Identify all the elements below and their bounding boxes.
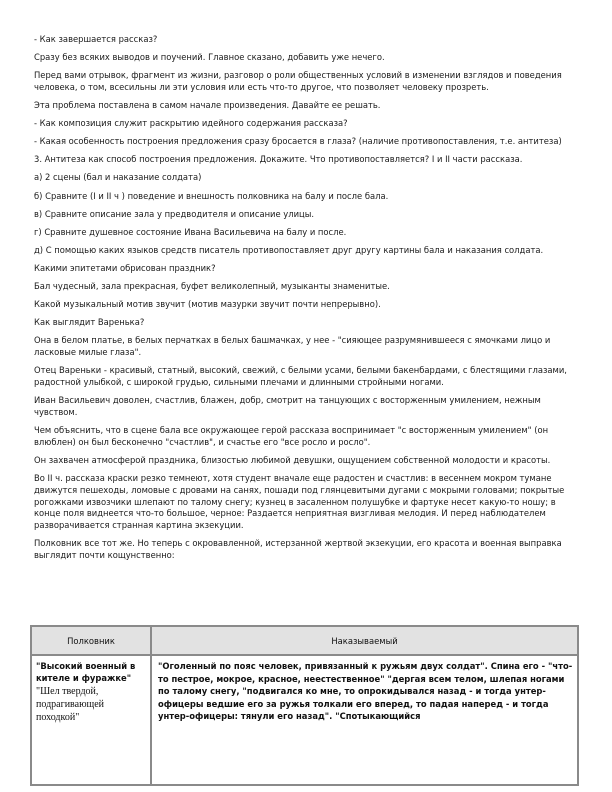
paragraph: - Как завершается рассказ?: [34, 34, 158, 44]
document-body: [34, 34, 580, 568]
paragraph: - Как композиция служит раскрытию идейного содержания рассказа?: [34, 118, 348, 129]
colonel-quote-appearance: "Высокий военный в кителе и фуражке": [36, 661, 136, 683]
paragraph: Полковник все тот же. Но теперь с окровавленной, истерзанной жертвой экзекуции, его красота и военная выправка выглядит почти кощунственно:: [34, 538, 562, 561]
paragraph: Он захвачен атмосферой праздника, близостью любимой девушки, ощущением собственной молодости и красоты.: [34, 454, 551, 465]
column-header-punished: Наказываемый: [151, 626, 578, 655]
column-header-colonel: Полковник: [31, 626, 151, 655]
paragraph: д) С помощью каких языков средств писатель противопоставляет друг другу картины бала и наказания солдата.: [34, 244, 544, 255]
paragraph: Она в белом платье, в белых перчатках в белых башмачках, у нее - "сияющее разрумянившееся с ямочками лицо и ласковые милые глаза".: [34, 335, 551, 358]
paragraph: Какой музыкальный мотив звучит (мотив мазурки звучит почти непрерывно).: [34, 299, 381, 310]
paragraph: Бал чудесный, зала прекрасная, буфет великолепный, музыканты знаменитые.: [34, 281, 390, 292]
table-header-row: [31, 626, 578, 655]
table-row: [31, 655, 578, 785]
colonel-quote-gait: "Шел твердой, подрагивающей походкой": [36, 686, 105, 723]
paragraph: 3. Антитеза как способ построения предложения. Докажите. Что противопоставляется? I и II части рассказа.: [34, 154, 523, 165]
paragraph: Как выглядит Варенька?: [34, 317, 145, 328]
paragraph: в) Сравните описание зала у предводителя и описание улицы.: [34, 208, 315, 219]
paragraph: - Какая особенность построения предложения сразу бросается в глаза? (наличие противопоставления, т.е. антитеза): [34, 136, 562, 147]
paragraph: б) Сравните (I и II ч ) поведение и внешность полковника на балу и после бала.: [34, 190, 389, 201]
colonel-cell: [31, 655, 151, 785]
paragraph: Иван Васильевич доволен, счастлив, блажен, добр, смотрит на танцующих с восторженным умилением, нежным чувством.: [34, 395, 541, 417]
punished-quote: "Оголенный по пояс человек, привязанный к ружьям двух солдат". Спина его - "что-то пестрое, мокрое, красное, неестественное" "дергая всем телом, шлепая ногами по талому снегу, "подвигался ко мне, то опрокидывался назад - и тогда унтер-офицеры ведшие его за ружья толкали его вперед, то падая наперед - и тогда унтер-офицеры: тянули его назад". "Спотыкающийся: [158, 661, 573, 722]
paragraph: Эта проблема поставлена в самом начале произведения. Давайте ее решать.: [34, 100, 381, 111]
paragraph: а) 2 сцены (бал и наказание солдата): [34, 172, 202, 183]
paragraph: Отец Вареньки - красивый, статный, высокий, свежий, с белыми усами, белыми бакенбардами, с блестящими глазами, радостной улыбкой, с широкой грудью, сильными плечами и длинными стройными ногами.: [34, 365, 567, 387]
comparison-table: [30, 625, 579, 786]
paragraph: Перед вами отрывок, фрагмент из жизни, разговор о роли общественных условий в изменении взглядов и поведения человека, о том, всесильны ли эти условия или есть что-то другое, что позволяет человеку прозреть.: [34, 70, 562, 92]
punished-cell: [151, 655, 578, 785]
paragraph: Сразу без всяких выводов и поучений. Главное сказано, добавить уже нечего.: [34, 52, 385, 63]
paragraph: Какими эпитетами обрисован праздник?: [34, 262, 216, 273]
paragraph: Во II ч. рассказа краски резко темнеют, хотя студент вначале еще радостен и счастлив: в весеннем мокром тумане движутся пешеходы, ломовые с дровами на санях, пошади под глянцевитыми дугами с мокрыми головами; покрытые рогожками извозчики шлепают по талому снегу; кузнец в засаленном полушубке и фартуке несет какую-то ношу; в конце поля виднеется что-то большое, черное: Раздается неприятная визгливая мелодия. И перед наблюдателем разворачивается странная картина экзекуции.: [34, 472, 565, 531]
paragraph: г) Сравните душевное состояние Ивана Васильевича на балу и после.: [34, 226, 347, 237]
paragraph: Чем объяснить, что в сцене бала все окружающее герой рассказа воспринимает "с восторженным умилением" (он влюблен) он был бесконечно "счастлив", и счастье его "все росло и росло".: [34, 424, 549, 447]
